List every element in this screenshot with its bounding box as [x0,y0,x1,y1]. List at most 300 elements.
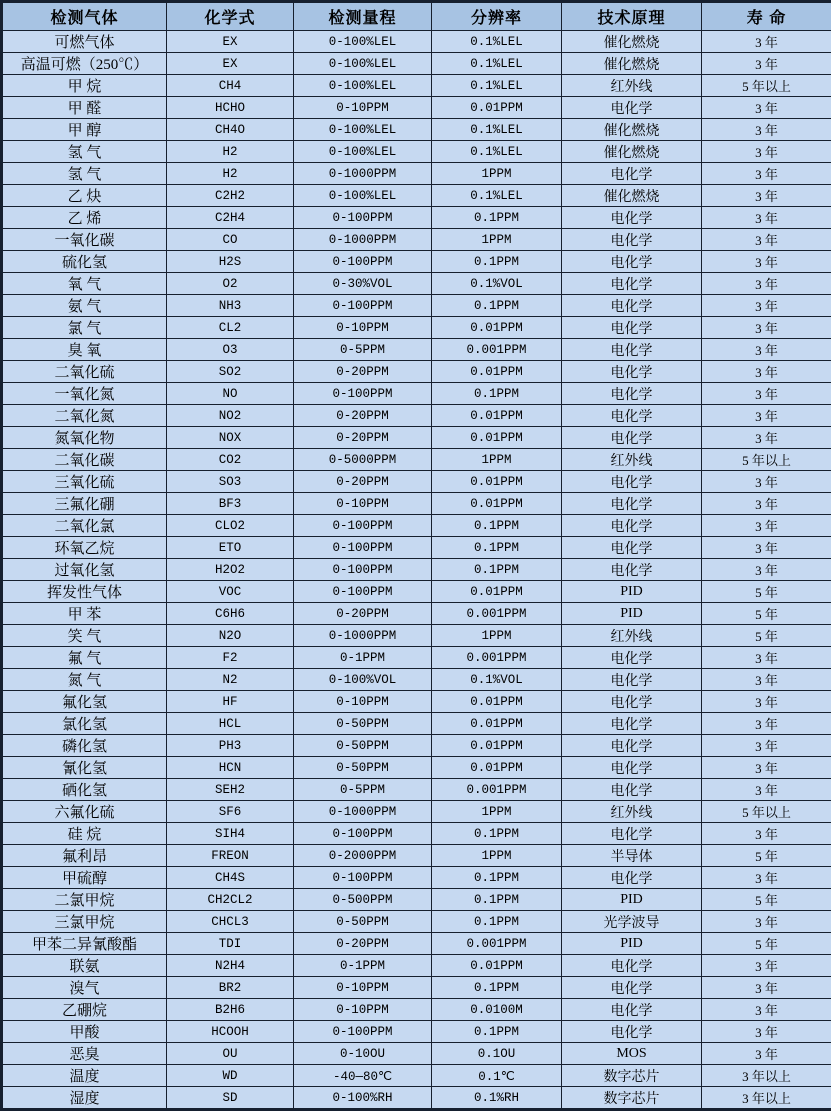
table-row [2,339,831,361]
range-cell: 0-1PPM [294,647,432,669]
resolution-cell: 0.1℃ [432,1065,562,1087]
table-row [2,977,831,999]
table-row [2,31,831,53]
lifespan-cell: 3 年 [702,273,831,295]
lifespan-cell: 3 年 [702,141,831,163]
table-row [2,53,831,75]
resolution-cell: 0.01PPM [432,405,562,427]
table-row [2,647,831,669]
formula-cell: NH3 [167,295,294,317]
range-cell: 0-500PPM [294,889,432,911]
principle-cell: 数字芯片 [562,1065,702,1087]
resolution-cell: 0.1%VOL [432,669,562,691]
formula-cell: HF [167,691,294,713]
range-cell: 0-30%VOL [294,273,432,295]
gas-name-cell: 六氟化硫 [2,801,167,823]
lifespan-cell: 3 年 [702,97,831,119]
principle-cell: 电化学 [562,537,702,559]
range-cell: 0-20PPM [294,933,432,955]
resolution-cell: 0.01PPM [432,361,562,383]
range-cell: 0-5PPM [294,339,432,361]
principle-cell: 电化学 [562,273,702,295]
resolution-cell: 0.01PPM [432,317,562,339]
formula-cell: CH4S [167,867,294,889]
principle-cell: 数字芯片 [562,1087,702,1110]
table-row [2,383,831,405]
resolution-cell: 0.1%LEL [432,75,562,97]
resolution-cell: 1PPM [432,229,562,251]
formula-cell: SF6 [167,801,294,823]
principle-cell: 电化学 [562,1021,702,1043]
lifespan-cell: 3 年 [702,31,831,53]
range-cell: 0-100%LEL [294,141,432,163]
range-cell: 0-20PPM [294,361,432,383]
lifespan-cell: 3 年 [702,955,831,977]
resolution-cell: 0.01PPM [432,493,562,515]
gas-name-cell: 甲 醇 [2,119,167,141]
range-cell: 0-100PPM [294,383,432,405]
principle-cell: 电化学 [562,295,702,317]
formula-cell: BF3 [167,493,294,515]
lifespan-cell: 3 年 [702,559,831,581]
resolution-cell: 0.1PPM [432,889,562,911]
table-row [2,1021,831,1043]
table-header [2,2,831,31]
gas-name-cell: 臭 氧 [2,339,167,361]
gas-name-cell: 一氧化碳 [2,229,167,251]
lifespan-cell: 3 年 [702,647,831,669]
formula-cell: SD [167,1087,294,1110]
range-cell: 0-20PPM [294,471,432,493]
gas-name-cell: 硫化氢 [2,251,167,273]
lifespan-cell: 5 年 [702,933,831,955]
resolution-cell: 1PPM [432,449,562,471]
formula-cell: SO3 [167,471,294,493]
lifespan-cell: 3 年 [702,735,831,757]
formula-cell: ETO [167,537,294,559]
lifespan-cell: 3 年 [702,1021,831,1043]
resolution-cell: 0.1%LEL [432,119,562,141]
lifespan-cell: 3 年 [702,229,831,251]
lifespan-cell: 5 年 [702,581,831,603]
gas-name-cell: 甲 烷 [2,75,167,97]
range-cell: 0-1000PPM [294,801,432,823]
principle-cell: 电化学 [562,559,702,581]
gas-name-cell: 氰化氢 [2,757,167,779]
range-cell: -40—80℃ [294,1065,432,1087]
lifespan-cell: 3 年 [702,163,831,185]
principle-cell: 电化学 [562,691,702,713]
resolution-cell: 0.1PPM [432,559,562,581]
formula-cell: H2O2 [167,559,294,581]
resolution-cell: 0.01PPM [432,471,562,493]
principle-cell: 电化学 [562,471,702,493]
principle-cell: MOS [562,1043,702,1065]
principle-cell: 电化学 [562,339,702,361]
formula-cell: H2 [167,163,294,185]
principle-cell: 电化学 [562,647,702,669]
resolution-cell: 0.01PPM [432,955,562,977]
lifespan-cell: 3 年 [702,1043,831,1065]
range-cell: 0-100PPM [294,515,432,537]
resolution-cell: 0.1PPM [432,977,562,999]
lifespan-cell: 3 年 [702,669,831,691]
table-row [2,581,831,603]
formula-cell: SEH2 [167,779,294,801]
principle-cell: 红外线 [562,75,702,97]
table-row [2,471,831,493]
principle-cell: 电化学 [562,977,702,999]
lifespan-cell: 5 年 [702,625,831,647]
table-row [2,493,831,515]
formula-cell: CO2 [167,449,294,471]
principle-cell: 催化燃烧 [562,53,702,75]
gas-name-cell: 笑 气 [2,625,167,647]
gas-name-cell: 硒化氢 [2,779,167,801]
formula-cell: C2H4 [167,207,294,229]
table-row [2,163,831,185]
principle-cell: 电化学 [562,999,702,1021]
resolution-cell: 0.1PPM [432,867,562,889]
resolution-cell: 0.1%LEL [432,185,562,207]
resolution-cell: 0.1PPM [432,251,562,273]
principle-cell: 电化学 [562,405,702,427]
range-cell: 0-10OU [294,1043,432,1065]
range-cell: 0-10PPM [294,999,432,1021]
resolution-cell: 0.001PPM [432,603,562,625]
resolution-cell: 0.1%RH [432,1087,562,1110]
formula-cell: EX [167,53,294,75]
principle-cell: 光学波导 [562,911,702,933]
lifespan-cell: 3 年以上 [702,1065,831,1087]
formula-cell: PH3 [167,735,294,757]
formula-cell: BR2 [167,977,294,999]
lifespan-cell: 3 年 [702,185,831,207]
table-row [2,141,831,163]
resolution-cell: 0.01PPM [432,427,562,449]
resolution-cell: 0.1PPM [432,1021,562,1043]
principle-cell: PID [562,889,702,911]
table-row [2,779,831,801]
table-row [2,1043,831,1065]
lifespan-cell: 3 年 [702,977,831,999]
gas-name-cell: 甲酸 [2,1021,167,1043]
header-formula: 化学式 [167,2,294,31]
formula-cell: N2H4 [167,955,294,977]
gas-name-cell: 高温可燃（250℃） [2,53,167,75]
table-row [2,427,831,449]
table-row [2,295,831,317]
range-cell: 0-5000PPM [294,449,432,471]
principle-cell: 红外线 [562,449,702,471]
lifespan-cell: 3 年 [702,53,831,75]
gas-name-cell: 乙 炔 [2,185,167,207]
resolution-cell: 0.1%VOL [432,273,562,295]
gas-name-cell: 联氨 [2,955,167,977]
formula-cell: OU [167,1043,294,1065]
principle-cell: 电化学 [562,823,702,845]
table-row [2,273,831,295]
lifespan-cell: 3 年 [702,427,831,449]
table-row [2,185,831,207]
gas-name-cell: 氟 气 [2,647,167,669]
gas-name-cell: 乙硼烷 [2,999,167,1021]
table-row [2,845,831,867]
table-row [2,251,831,273]
lifespan-cell: 5 年 [702,845,831,867]
table-row [2,317,831,339]
range-cell: 0-5PPM [294,779,432,801]
principle-cell: PID [562,603,702,625]
formula-cell: O2 [167,273,294,295]
range-cell: 0-100PPM [294,295,432,317]
principle-cell: 催化燃烧 [562,185,702,207]
gas-name-cell: 三氧化硫 [2,471,167,493]
principle-cell: 催化燃烧 [562,141,702,163]
formula-cell: CH4 [167,75,294,97]
lifespan-cell: 3 年 [702,317,831,339]
lifespan-cell: 3 年 [702,867,831,889]
range-cell: 0-1000PPM [294,625,432,647]
lifespan-cell: 5 年以上 [702,801,831,823]
principle-cell: 电化学 [562,229,702,251]
range-cell: 0-10PPM [294,317,432,339]
formula-cell: NOX [167,427,294,449]
range-cell: 0-100PPM [294,207,432,229]
table-row [2,625,831,647]
gas-name-cell: 二氧化氮 [2,405,167,427]
gas-name-cell: 氢 气 [2,141,167,163]
range-cell: 0-10PPM [294,493,432,515]
gas-name-cell: 氢 气 [2,163,167,185]
table-row [2,603,831,625]
formula-cell: EX [167,31,294,53]
resolution-cell: 1PPM [432,625,562,647]
principle-cell: 催化燃烧 [562,31,702,53]
resolution-cell: 0.1PPM [432,515,562,537]
resolution-cell: 0.1%LEL [432,141,562,163]
gas-name-cell: 环氧乙烷 [2,537,167,559]
resolution-cell: 0.01PPM [432,581,562,603]
formula-cell: N2O [167,625,294,647]
formula-cell: CO [167,229,294,251]
resolution-cell: 0.001PPM [432,339,562,361]
gas-name-cell: 甲 苯 [2,603,167,625]
table-row [2,823,831,845]
formula-cell: CHCL3 [167,911,294,933]
formula-cell: NO2 [167,405,294,427]
resolution-cell: 0.1PPM [432,911,562,933]
principle-cell: 电化学 [562,735,702,757]
formula-cell: CLO2 [167,515,294,537]
table-row [2,97,831,119]
principle-cell: 电化学 [562,515,702,537]
formula-cell: FREON [167,845,294,867]
range-cell: 0-100%LEL [294,185,432,207]
principle-cell: 电化学 [562,251,702,273]
gas-name-cell: 可燃气体 [2,31,167,53]
resolution-cell: 0.1%LEL [432,31,562,53]
range-cell: 0-100PPM [294,1021,432,1043]
principle-cell: 电化学 [562,493,702,515]
gas-name-cell: 氮 气 [2,669,167,691]
range-cell: 0-100PPM [294,251,432,273]
principle-cell: 电化学 [562,713,702,735]
resolution-cell: 0.01PPM [432,735,562,757]
gas-name-cell: 氟化氢 [2,691,167,713]
lifespan-cell: 3 年 [702,471,831,493]
gas-name-cell: 溴气 [2,977,167,999]
resolution-cell: 0.1%LEL [432,53,562,75]
lifespan-cell: 3 年 [702,713,831,735]
range-cell: 0-1000PPM [294,229,432,251]
table-row [2,933,831,955]
range-cell: 0-2000PPM [294,845,432,867]
principle-cell: 电化学 [562,427,702,449]
table-row [2,361,831,383]
gas-name-cell: 氨 气 [2,295,167,317]
formula-cell: HCOOH [167,1021,294,1043]
table-body [2,31,831,1110]
resolution-cell: 0.1PPM [432,207,562,229]
principle-cell: 红外线 [562,801,702,823]
table-row [2,867,831,889]
resolution-cell: 0.1PPM [432,295,562,317]
gas-name-cell: 硅 烷 [2,823,167,845]
resolution-cell: 0.1PPM [432,823,562,845]
formula-cell: C2H2 [167,185,294,207]
range-cell: 0-50PPM [294,713,432,735]
formula-cell: VOC [167,581,294,603]
resolution-cell: 0.01PPM [432,97,562,119]
range-cell: 0-10PPM [294,97,432,119]
table-row [2,229,831,251]
table-row [2,515,831,537]
formula-cell: CL2 [167,317,294,339]
range-cell: 0-20PPM [294,405,432,427]
table-row [2,735,831,757]
range-cell: 0-50PPM [294,735,432,757]
table-row [2,669,831,691]
principle-cell: 电化学 [562,207,702,229]
range-cell: 0-100%RH [294,1087,432,1110]
header-range: 检测量程 [294,2,432,31]
principle-cell: 电化学 [562,867,702,889]
table-row [2,713,831,735]
principle-cell: 催化燃烧 [562,119,702,141]
resolution-cell: 0.1OU [432,1043,562,1065]
range-cell: 0-100PPM [294,823,432,845]
gas-name-cell: 过氧化氢 [2,559,167,581]
resolution-cell: 1PPM [432,801,562,823]
table-row [2,559,831,581]
formula-cell: F2 [167,647,294,669]
formula-cell: N2 [167,669,294,691]
range-cell: 0-1000PPM [294,163,432,185]
header-resolution: 分辨率 [432,2,562,31]
gas-name-cell: 恶臭 [2,1043,167,1065]
lifespan-cell: 3 年 [702,295,831,317]
resolution-cell: 1PPM [432,845,562,867]
header-row [2,2,831,31]
gas-name-cell: 三氯甲烷 [2,911,167,933]
lifespan-cell: 3 年 [702,515,831,537]
table-row [2,999,831,1021]
formula-cell: WD [167,1065,294,1087]
principle-cell: 电化学 [562,779,702,801]
lifespan-cell: 3 年 [702,757,831,779]
gas-name-cell: 温度 [2,1065,167,1087]
lifespan-cell: 3 年以上 [702,1087,831,1110]
formula-cell: HCL [167,713,294,735]
principle-cell: PID [562,581,702,603]
formula-cell: CH2CL2 [167,889,294,911]
gas-name-cell: 甲 醛 [2,97,167,119]
resolution-cell: 0.1PPM [432,383,562,405]
lifespan-cell: 5 年 [702,889,831,911]
gas-name-cell: 二氧化氯 [2,515,167,537]
gas-name-cell: 氟利昂 [2,845,167,867]
table-row [2,449,831,471]
formula-cell: SIH4 [167,823,294,845]
range-cell: 0-10PPM [294,691,432,713]
formula-cell: CH4O [167,119,294,141]
lifespan-cell: 3 年 [702,691,831,713]
table-row [2,889,831,911]
principle-cell: 电化学 [562,757,702,779]
principle-cell: 电化学 [562,955,702,977]
table-row [2,691,831,713]
lifespan-cell: 3 年 [702,537,831,559]
lifespan-cell: 3 年 [702,493,831,515]
table-row [2,75,831,97]
lifespan-cell: 3 年 [702,361,831,383]
resolution-cell: 0.001PPM [432,933,562,955]
lifespan-cell: 3 年 [702,383,831,405]
formula-cell: HCHO [167,97,294,119]
lifespan-cell: 3 年 [702,119,831,141]
lifespan-cell: 3 年 [702,823,831,845]
gas-name-cell: 氧 气 [2,273,167,295]
table-row [2,955,831,977]
principle-cell: PID [562,933,702,955]
principle-cell: 电化学 [562,669,702,691]
lifespan-cell: 3 年 [702,405,831,427]
range-cell: 0-100%LEL [294,75,432,97]
lifespan-cell: 3 年 [702,207,831,229]
lifespan-cell: 3 年 [702,999,831,1021]
gas-name-cell: 甲硫醇 [2,867,167,889]
formula-cell: HCN [167,757,294,779]
range-cell: 0-100%VOL [294,669,432,691]
formula-cell: C6H6 [167,603,294,625]
resolution-cell: 0.0100M [432,999,562,1021]
resolution-cell: 0.1PPM [432,537,562,559]
formula-cell: NO [167,383,294,405]
formula-cell: O3 [167,339,294,361]
gas-name-cell: 二氯甲烷 [2,889,167,911]
resolution-cell: 0.01PPM [432,757,562,779]
range-cell: 0-50PPM [294,911,432,933]
table-row [2,537,831,559]
lifespan-cell: 5 年以上 [702,449,831,471]
resolution-cell: 0.01PPM [432,691,562,713]
table-row [2,757,831,779]
table-row [2,405,831,427]
range-cell: 0-100PPM [294,867,432,889]
gas-name-cell: 三氟化硼 [2,493,167,515]
principle-cell: 红外线 [562,625,702,647]
